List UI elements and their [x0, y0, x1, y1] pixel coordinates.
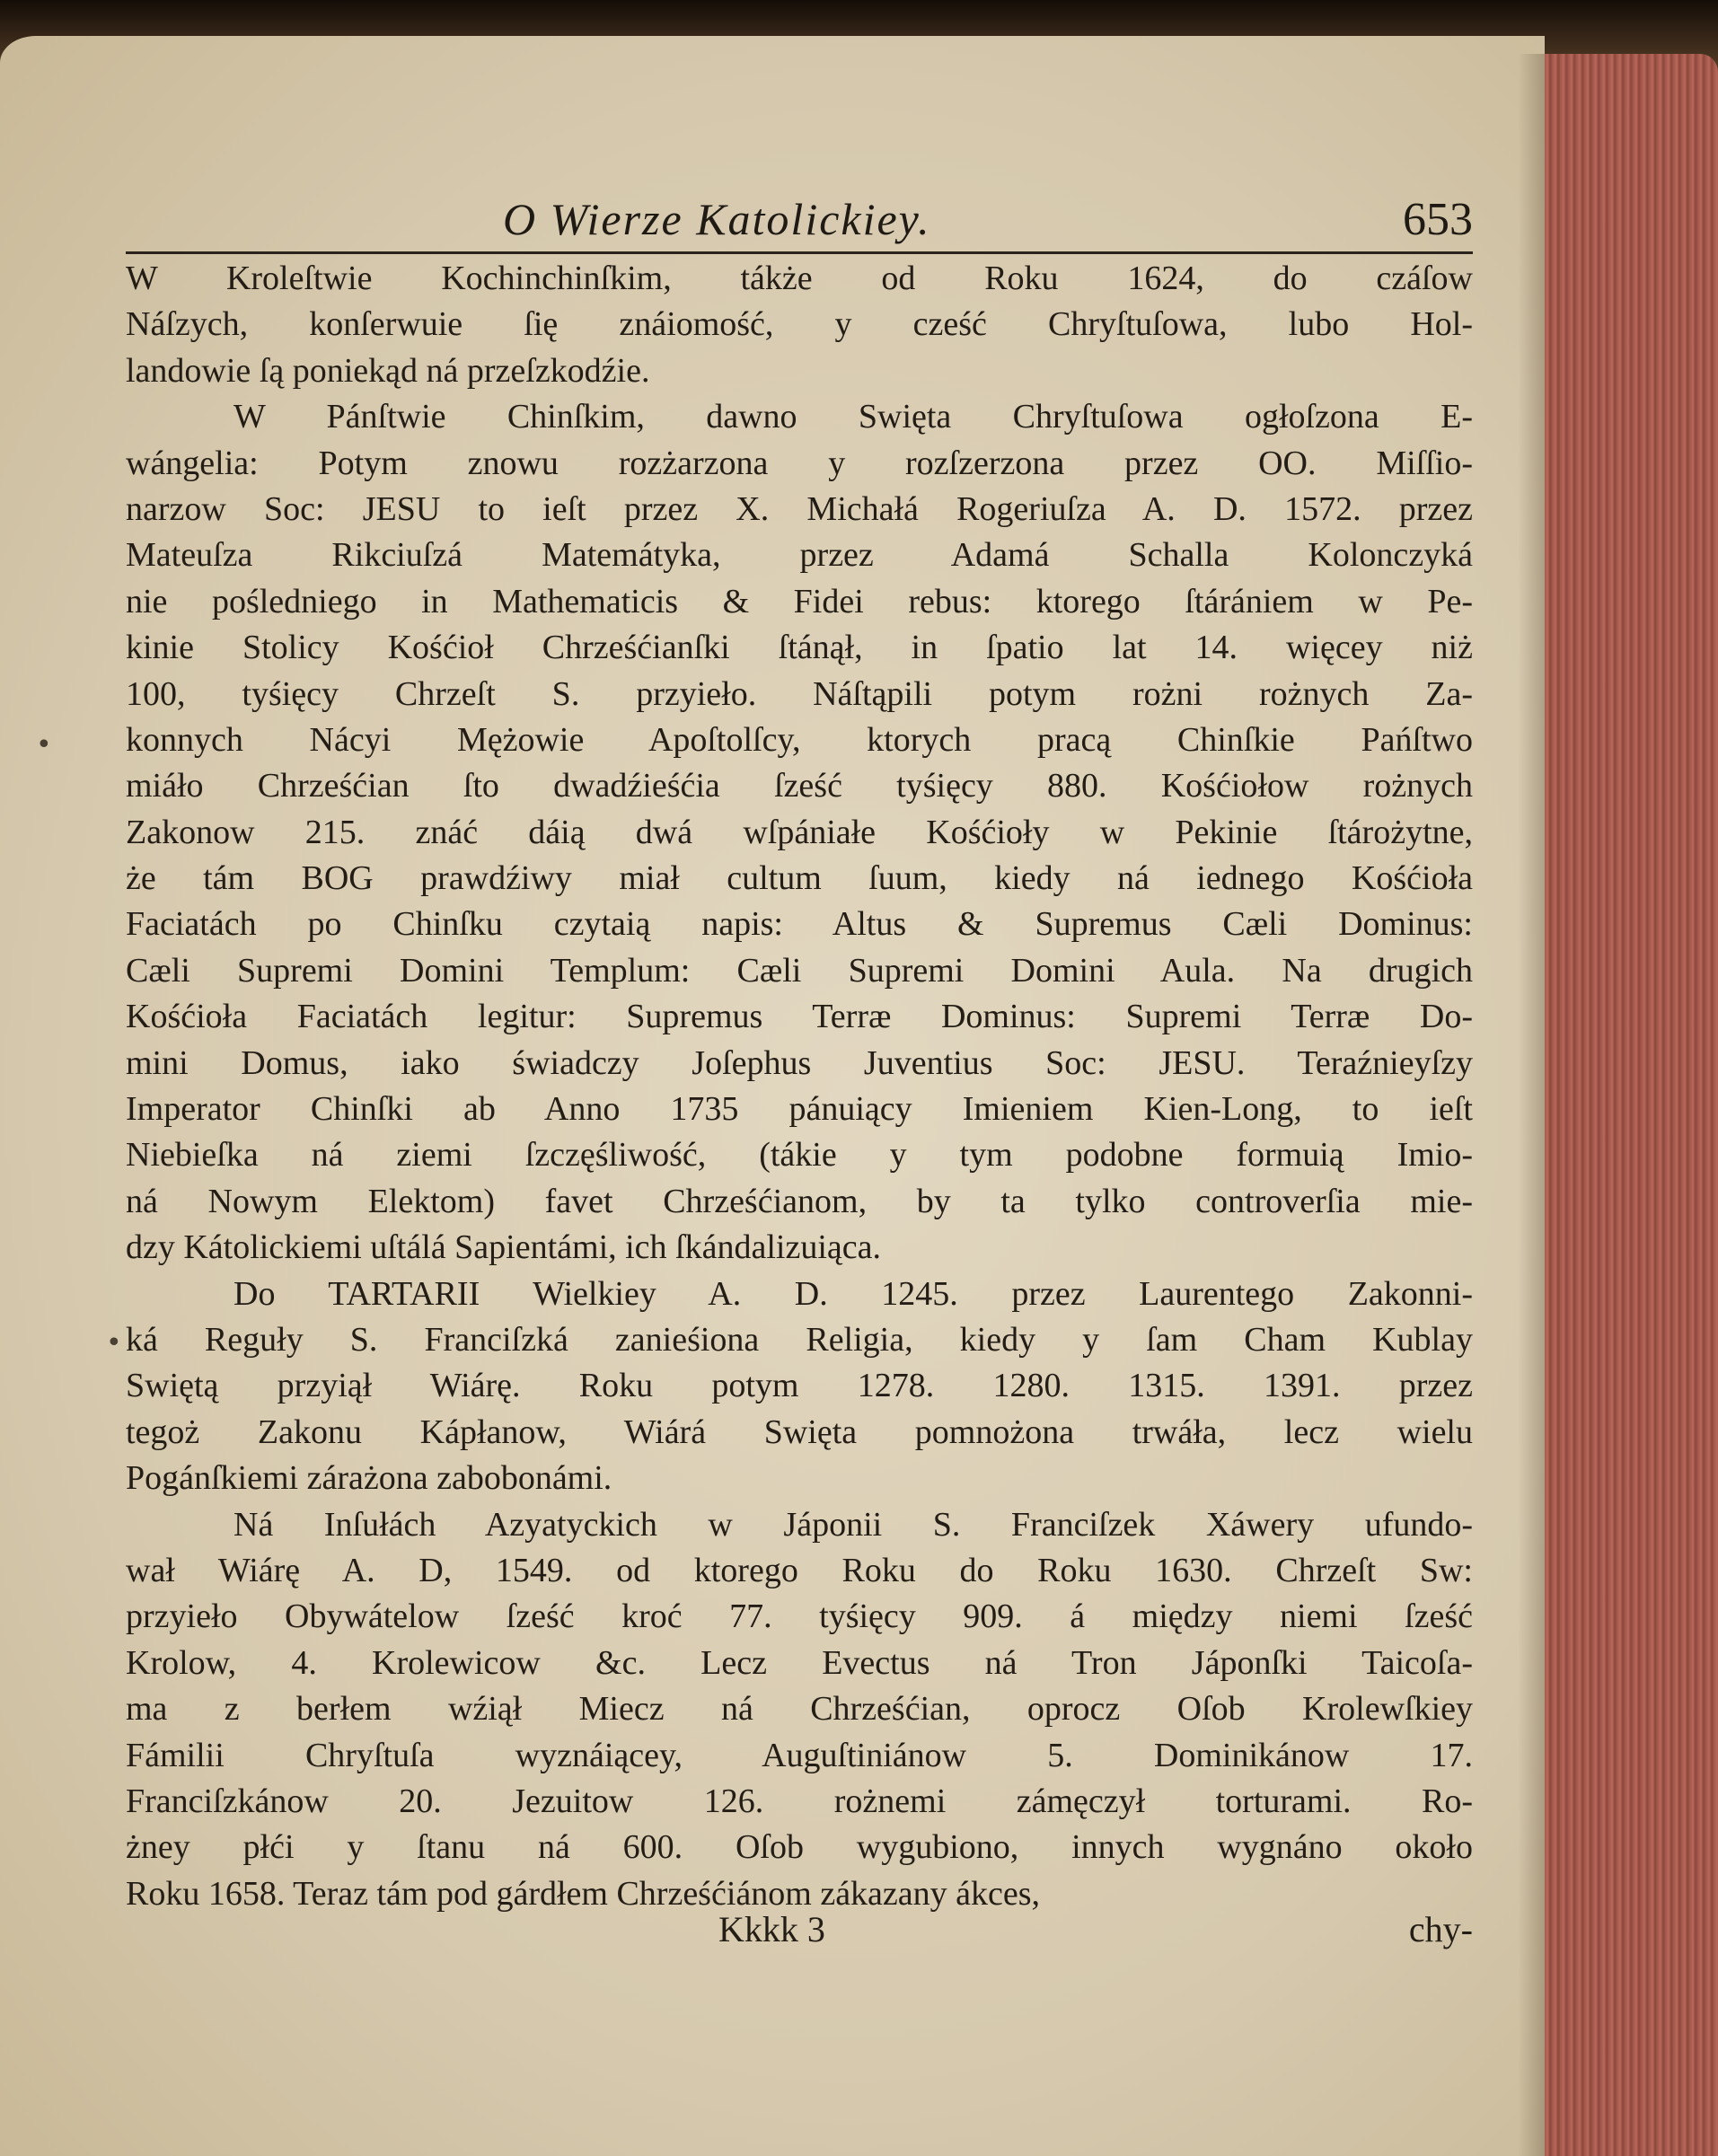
- text-line: landowie ſą poniekąd ná przeſzkodźie.: [126, 351, 650, 390]
- text-line: kinie Stolicy Kośćioł Chrześćianſki ſtánął, in ſpatio lat 14. więcey niż: [126, 629, 1473, 667]
- text-line: Faciatách po Chinſku czytaią napis: Altus & Supremus Cæli Dominus:: [126, 905, 1473, 944]
- text-line: Náſzych, konſerwuie ſię znáiomość, y cześć Chryſtuſowa, lubo Hol-: [126, 305, 1473, 344]
- text-line: wángelia: Potym znowu rozżarzona y rozſzerzona przez OO. Miſſio-: [126, 444, 1473, 482]
- text-line: W Pánſtwie Chinſkim, dawno Swięta Chryſtuſowa ogłoſzona E-: [233, 398, 1473, 436]
- page-number: 653: [1403, 194, 1473, 245]
- text-line: konnych Nácyi Mężowie Apoſtolſcy, ktorych pracą Chinſkie Pańſtwo: [126, 720, 1473, 759]
- text-line: ká Reguły S. Franciſzká zanieśiona Religia, kiedy y ſam Cham Kublay: [126, 1320, 1473, 1359]
- signature-mark: Kkkk 3: [718, 1909, 825, 1949]
- text-line: Mateuſza Rikciuſzá Matemátyka, przez Adamá Schalla Kolonczyká: [126, 536, 1473, 575]
- text-line: miáło Chrześćian ſto dwadźieśćia ſześć tyśięcy 880. Kośćiołow rożnych: [126, 767, 1473, 805]
- text-line: Imperator Chinſki ab Anno 1735 pánuiący Imieniem Kien-Long, to ieſt: [126, 1090, 1473, 1129]
- text-line: 100, tyśięcy Chrzeſt S. przyieło. Náſtąpili potym rożni rożnych Za-: [126, 674, 1473, 713]
- header-rule: [126, 251, 1473, 254]
- text-line: Ná Inſułách Azyatyckich w Jáponii S. Franciſzek Xáwery ufundo-: [233, 1505, 1473, 1544]
- text-line: Zakonow 215. znáć dáią dwá wſpániałe Kośćioły w Pekinie ſtárożytne,: [126, 813, 1473, 851]
- text-line: Roku 1658. Teraz tám pod gárdłem Chrześćiánom zákazany ákces,: [126, 1874, 1041, 1913]
- text-line: ma z berłem wźiął Miecz ná Chrześćian, oprocz Oſob Krolewſkiey: [126, 1690, 1473, 1729]
- page-header: [126, 193, 1473, 265]
- text-line: W Kroleſtwie Kochinchinſkim, tákże od Roku 1624, do czáſow: [126, 260, 1473, 297]
- text-line: Do TARTARII Wielkiey A. D. 1245. przez Laurentego Zakonni-: [233, 1274, 1473, 1313]
- margin-mark: •: [36, 729, 52, 761]
- margin-mark: •: [106, 1327, 122, 1359]
- text-line: ná Nowym Elektom) favet Chrześćianom, by ta tylko controverſia mie-: [126, 1182, 1473, 1220]
- text-line: Niebieſka ná ziemi ſzczęśliwość, (tákie y tym podobne formuią Imio-: [126, 1136, 1473, 1175]
- text-line: żney płći y ſtanu ná 600. Oſob wygubiono, innych wygnáno około: [126, 1828, 1473, 1867]
- body-text: [126, 256, 1473, 1917]
- text-line: że tám BOG prawdźiwy miał cultum ſuum, kiedy ná iednego Kośćioła: [126, 859, 1473, 898]
- text-line: mini Domus, iako świadczy Joſephus Juventius Soc: JESU. Teraźnieyſzy: [126, 1043, 1473, 1082]
- text-line: wał Wiárę A. D, 1549. od ktorego Roku do Roku 1630. Chrzeſt Sw:: [126, 1551, 1473, 1589]
- text-line: narzow Soc: JESU to ieſt przez X. Michałá Rogeriuſza A. D. 1572. przez: [126, 489, 1473, 528]
- text-line: Kośćioła Faciatách legitur: Supremus Terræ Dominus: Supremi Terræ Do-: [126, 998, 1473, 1036]
- text-line: Fámilii Chryſtuſa wyznáiącey, Auguſtiniánow 5. Dominikánow 17.: [126, 1736, 1473, 1774]
- text-line: tegoż Zakonu Kápłanow, Wiárá Swięta pomnożona trwáła, lecz wielu: [126, 1412, 1473, 1451]
- page-footer: [126, 1908, 1473, 1962]
- text-line: Franciſzkánow 20. Jezuitow 126. rożnemi zámęczył torturami. Ro-: [126, 1782, 1473, 1820]
- text-line: Cæli Supremi Domini Templum: Cæli Supremi Domini Aula. Na drugich: [126, 951, 1473, 990]
- text-line: Swiętą przyiął Wiárę. Roku potym 1278. 1280. 1315. 1391. przez: [126, 1367, 1473, 1405]
- text-line: przyieło Obywátelow ſześć kroć 77. tyśięcy 909. á między niemi ſześć: [126, 1597, 1473, 1636]
- text-line: Pogánſkiemi zárażona zabobonámi.: [126, 1459, 612, 1498]
- running-title: O Wierze Katolickiey.: [503, 194, 931, 244]
- page-edge-red: [1545, 54, 1718, 2156]
- text-line: dzy Kátolickiemi uſtálá Sapientámi, ich ſkándalizuiąca.: [126, 1228, 881, 1267]
- text-line: nie pośledniego in Mathematicis & Fidei rebus: ktorego ſtárániem w Pe-: [126, 582, 1473, 620]
- catchword: chy-: [1408, 1909, 1473, 1949]
- text-line: Krolow, 4. Krolewicow &c. Lecz Evectus ná Tron Jáponſki Taicoſa-: [126, 1643, 1473, 1682]
